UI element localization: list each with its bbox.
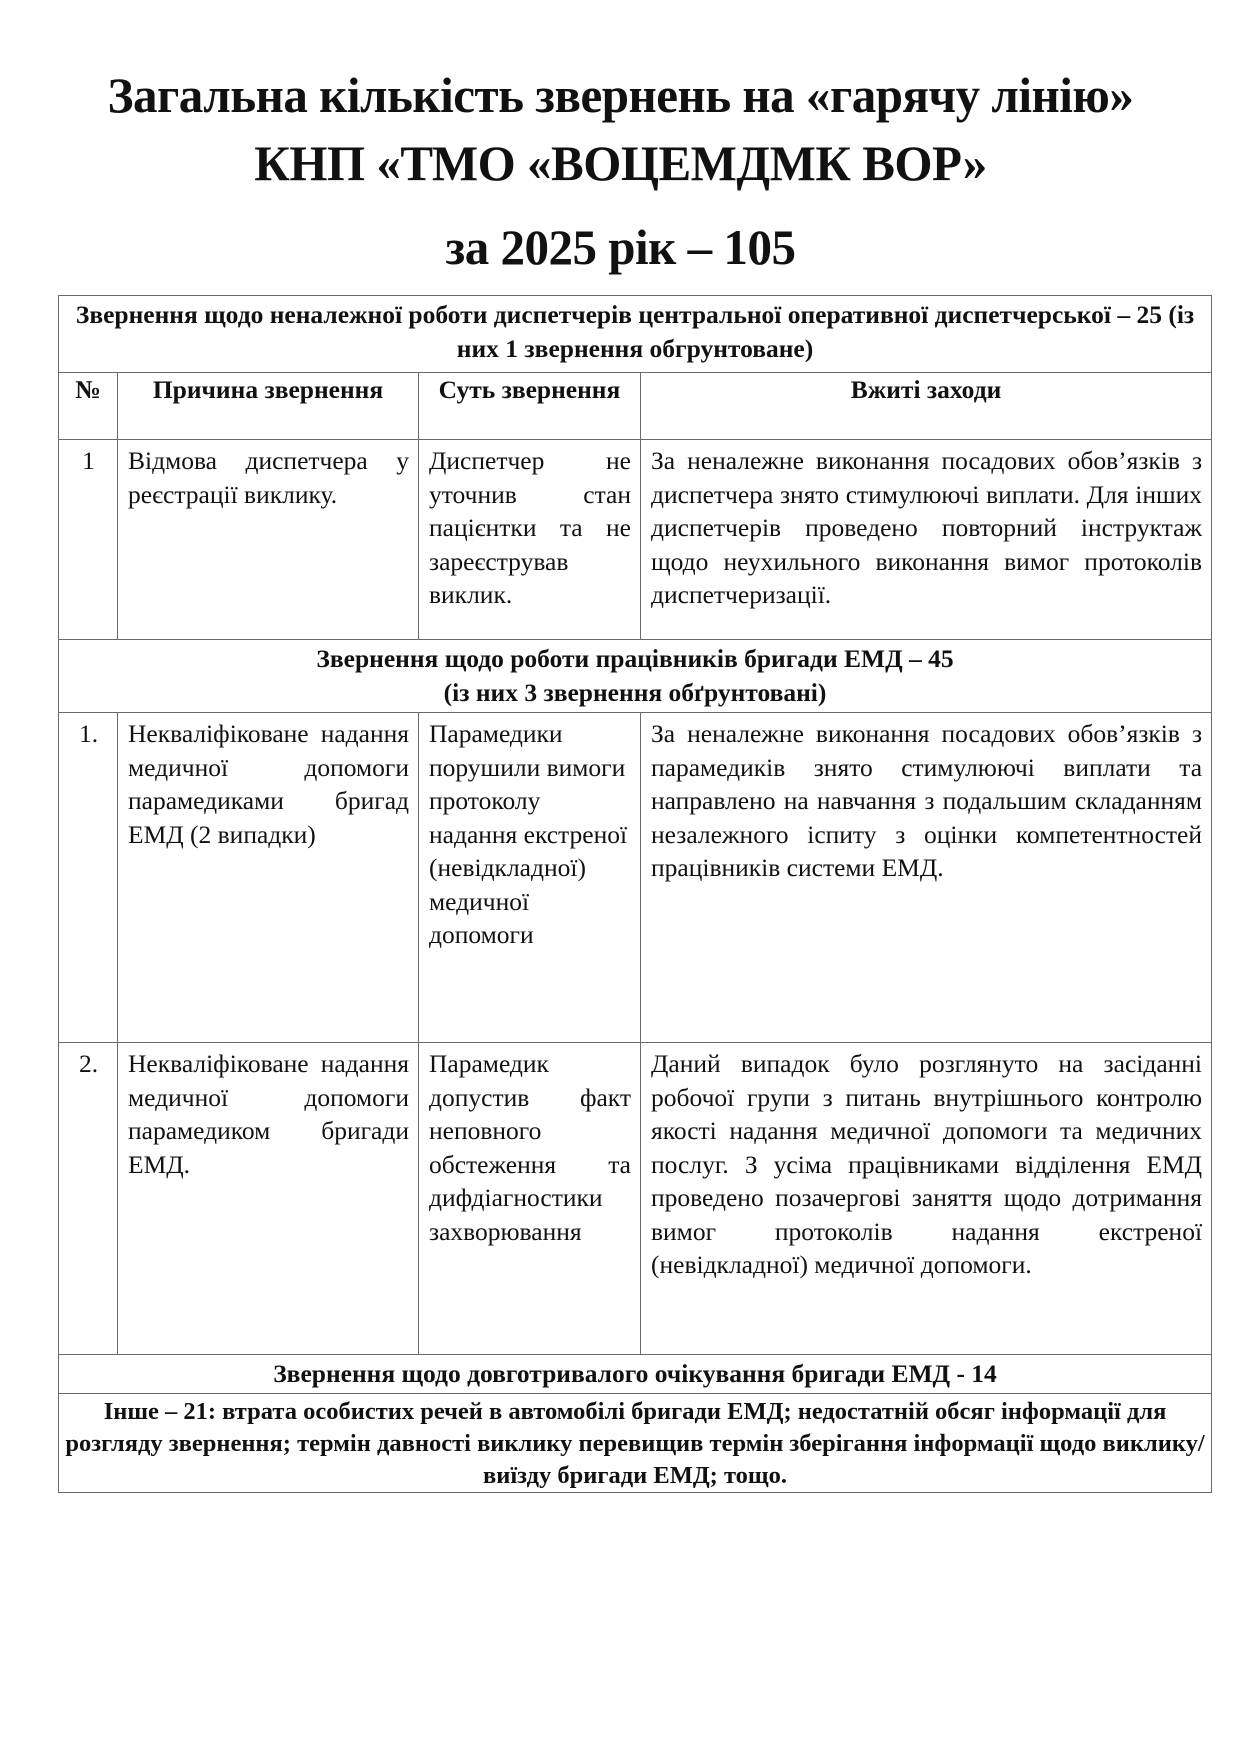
column-header-number: № (59, 373, 118, 440)
table-row (59, 713, 1212, 1043)
document-title-line-2: КНП «ТМО «ВОЦЕМДМК ВОР» (254, 135, 987, 191)
row-number: 1 (59, 440, 118, 640)
table-row (59, 440, 1212, 640)
complaints-table (58, 295, 1212, 1493)
document-title-line-3: за 2025 рік – 105 (445, 219, 796, 275)
other-complaints: Інше – 21: втрата особистих речей в автомобілі бригади ЕМД; недостатній обсяг інформації для розгляду звернення; термін давності виклику перевищив термін зберігання інформації щодо виклику/виїзду бригади ЕМД; тощо. (59, 1394, 1212, 1493)
document-title-line-1: Загальна кількість звернень на «гарячу лінію» (107, 67, 1134, 123)
column-header-reason: Причина звернення (118, 373, 419, 440)
other-row (59, 1394, 1212, 1493)
row-measures: Даний випадок було розглянуто на засіданні робочої групи з питань внутрішнього контролю якості надання медичної допомоги та медичних послуг. З усіма працівниками відділення ЕМД проведено позачергові заняття щодо дотримання вимог протоколів надання екстреної (невідкладної) медичної допомоги. (641, 1043, 1212, 1355)
table-row (59, 1043, 1212, 1355)
row-number: 2. (59, 1043, 118, 1355)
row-measures: За неналежне виконання посадових обов’язків з парамедиків знято стимулюючі виплати та направлено на навчання з подальшим складанням незалежного іспиту з оцінки компетентностей працівників системи ЕМД. (641, 713, 1212, 1043)
row-reason: Некваліфіковане надання медичної допомоги парамедиками бригад ЕМД (2 випадки) (118, 713, 419, 1043)
section-heading-emd-workers-line-1: Звернення щодо роботи працівників бригади ЕМД – 45 (316, 644, 954, 673)
row-essence: Парамедик допустив факт неповного обстеження та дифдіагностики захворювання (419, 1043, 641, 1355)
row-reason: Відмова диспетчера у реєстрації виклику. (118, 440, 419, 640)
section-heading-waiting: Звернення щодо довготривалого очікування бригади ЕМД - 14 (59, 1355, 1212, 1394)
section-heading-emd-workers (59, 640, 1212, 713)
section-heading-row (59, 296, 1212, 373)
row-essence: Парамедики порушили вимоги протоколу надання екстреної (невідкладної) медичної допомоги (419, 713, 641, 1043)
row-reason: Некваліфіковане надання медичної допомоги парамедиком бригади ЕМД. (118, 1043, 419, 1355)
column-header-measures: Вжиті заходи (641, 373, 1212, 440)
section-heading-emd-workers-line-2: (із них 3 звернення обґрунтовані) (443, 677, 827, 707)
row-essence: Диспетчер не уточнив стан пацієнтки та не зареєстрував виклик. (419, 440, 641, 640)
row-number: 1. (59, 713, 118, 1043)
column-header-essence: Суть звернення (419, 373, 641, 440)
section-heading-dispatchers: Звернення щодо неналежної роботи диспетчерів центральної оперативної диспетчерської – 25 (із них 1 звернення обгрунтоване) (59, 296, 1212, 373)
column-header-row (59, 373, 1212, 440)
section-heading-row (59, 640, 1212, 713)
section-heading-row (59, 1355, 1212, 1394)
row-measures: За неналежне виконання посадових обов’язків з диспетчера знято стимулюючі виплати. Для інших диспетчерів проведено повторний інструктаж щодо неухильного виконання вимог протоколів диспетчеризації. (641, 440, 1212, 640)
